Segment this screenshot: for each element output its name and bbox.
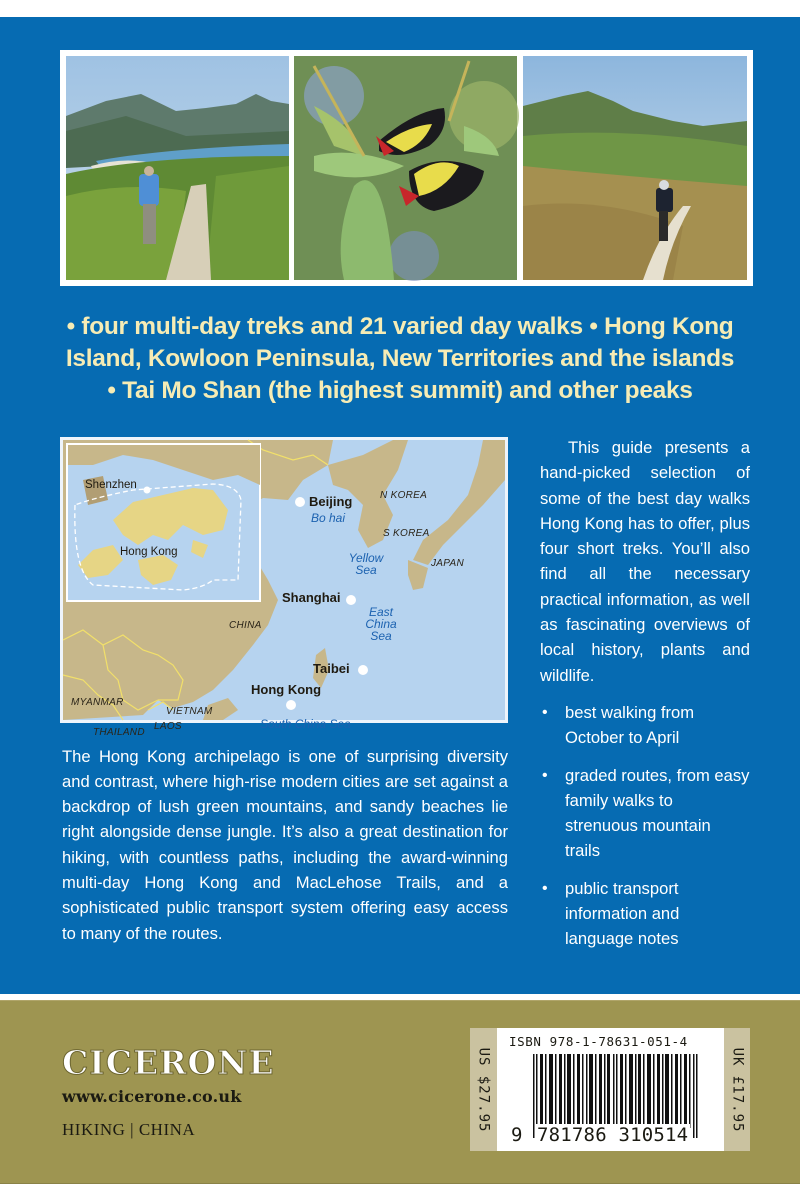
ean-first-digit: 9 bbox=[511, 1124, 523, 1146]
photo-strip bbox=[60, 50, 753, 286]
map-label-china: CHINA bbox=[229, 620, 262, 631]
bullet-icon: • bbox=[542, 766, 548, 784]
map-label-beijing: Beijing bbox=[309, 494, 353, 509]
feature-text: graded routes, from easy family walks to strenuous mountain trails bbox=[565, 765, 750, 861]
divider-strip bbox=[0, 994, 800, 999]
feature-text: public transport information and language notes bbox=[565, 878, 680, 949]
photo-butterflies bbox=[294, 56, 517, 280]
barcode-panel bbox=[497, 1028, 724, 1151]
highlight-line-2: Island, Kowloon Peninsula, New Territories and the islands bbox=[65, 345, 735, 372]
map-label-east-china-line-1: East bbox=[368, 605, 393, 619]
map-label-n-korea: N KOREA bbox=[380, 490, 428, 501]
isbn-label: ISBN 978-1-78631-051-4 bbox=[509, 1034, 688, 1049]
map-label-thailand: THAILAND bbox=[93, 727, 145, 738]
feature-list bbox=[540, 700, 750, 952]
feature-item bbox=[540, 763, 750, 864]
intro-paragraph: The Hong Kong archipelago is one of surprising diversity and contrast, where high-rise modern cities are set against a backdrop of lush green mountains, and sandy beaches lie right alongside dense jungle. It’s also a great destination for hiking, with countless paths, including the award-winning multi-day Hong Kong and MacLehose Trails, and a sophisticated public transport system offering easy access to many of the routes. bbox=[62, 746, 508, 943]
map-label-yellow-sea bbox=[344, 552, 388, 576]
price-us bbox=[470, 1028, 497, 1151]
price-uk bbox=[724, 1028, 751, 1151]
price-us-text: US $27.95 bbox=[475, 1047, 492, 1132]
bullet-icon: • bbox=[542, 703, 548, 721]
location-map bbox=[60, 437, 508, 738]
map-label-taibei: Taibei bbox=[313, 661, 350, 676]
photo-coastal-hiker bbox=[66, 56, 289, 280]
price-uk-text: UK £17.95 bbox=[729, 1047, 746, 1132]
cicerone-logo: CICERONE bbox=[62, 1043, 275, 1082]
map-label-vietnam: VIETNAM bbox=[166, 706, 213, 717]
highlight-line-1: • four multi-day treks and 21 varied day walks • Hong Kong bbox=[66, 313, 734, 340]
barcode-block bbox=[470, 1028, 750, 1151]
map-label-myanmar: MYANMAR bbox=[71, 697, 124, 708]
highlight-line-3: • Tai Mo Shan (the highest summit) and other peaks bbox=[107, 377, 693, 404]
publisher-website[interactable]: www.cicerone.co.uk bbox=[62, 1087, 242, 1106]
map-label-east-china-sea bbox=[363, 606, 399, 642]
map-label-east-china-line-3: Sea bbox=[370, 629, 392, 643]
side-column bbox=[540, 435, 750, 964]
photo-hillside-hiker bbox=[523, 56, 747, 280]
map-label-bo-hai: Bo hai bbox=[311, 511, 346, 525]
feature-text: best walking from October to April bbox=[565, 702, 695, 748]
map-label-east-china-line-2: China bbox=[365, 617, 397, 631]
highlights bbox=[40, 311, 760, 407]
ean-digits: 781786 310514 bbox=[537, 1124, 689, 1146]
bullet-icon: • bbox=[542, 879, 548, 897]
map-label-yellow-sea-line-2: Sea bbox=[355, 563, 377, 577]
feature-item bbox=[540, 876, 750, 952]
map-label-s-korea: S KOREA bbox=[383, 528, 430, 539]
map-label-south-china-sea: South China Sea bbox=[260, 717, 351, 731]
map-label-laos: LAOS bbox=[154, 721, 182, 732]
map-label-inset-hong-kong: Hong Kong bbox=[120, 546, 178, 558]
feature-item bbox=[540, 700, 750, 751]
map-label-hong-kong: Hong Kong bbox=[251, 682, 322, 697]
map-label-shenzhen: Shenzhen bbox=[85, 479, 137, 491]
map-label-shanghai: Shanghai bbox=[282, 590, 341, 605]
map-label-yellow-sea-line-1: Yellow bbox=[348, 551, 384, 565]
guide-summary: This guide presents a hand-picked selection of some of the best day walks Hong Kong has to offer, plus four short treks. You’ll also find all the necessary practical information, as well as fascinating overviews of local history, plants and wildlife. bbox=[540, 438, 750, 685]
category-label: HIKING | CHINA bbox=[62, 1120, 196, 1139]
map-label-japan: JAPAN bbox=[431, 558, 464, 569]
